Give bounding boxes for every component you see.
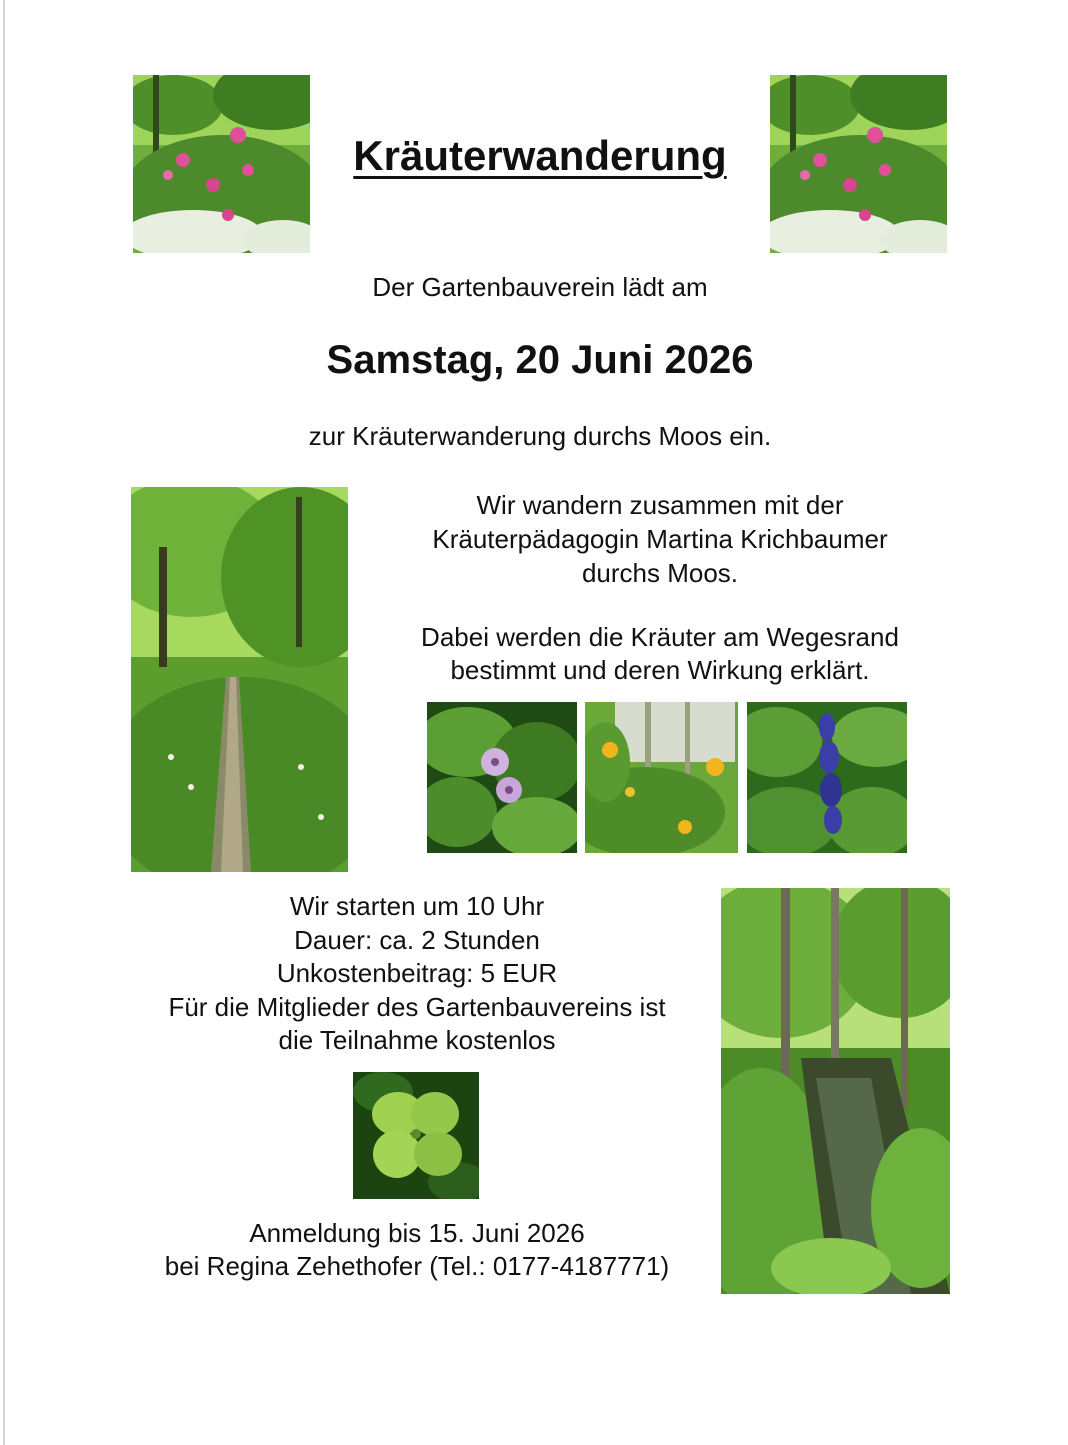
guide-line-1: Wir wandern zusammen mit der <box>476 490 844 520</box>
meadow-flowers-photo-right <box>770 75 947 253</box>
geranium-herb-photo <box>427 702 577 853</box>
duration: Dauer: ca. 2 Stunden <box>294 924 540 955</box>
stream-photo <box>721 888 950 1294</box>
celandine-herb-photo <box>585 702 738 853</box>
bugle-herb-photo <box>747 702 907 853</box>
herbs-line-1: Dabei werden die Kräuter am Wegesrand <box>421 622 899 652</box>
invite-line: zur Kräuterwanderung durchs Moos ein. <box>308 421 772 451</box>
herbs-paragraph <box>380 621 940 687</box>
herbs-line-2: bestimmt und deren Wirkung erklärt. <box>450 655 870 685</box>
guide-line-3: durchs Moos. <box>581 558 739 588</box>
forest-path-photo <box>131 487 348 872</box>
registration <box>120 1217 714 1283</box>
registration-deadline: Anmeldung bis 15. Juni 2026 <box>249 1218 585 1248</box>
page-edge-line <box>3 0 5 1445</box>
start-time: Wir starten um 10 Uhr <box>289 891 545 921</box>
event-details <box>120 890 714 1058</box>
four-leaf-clover-photo <box>353 1072 479 1199</box>
members-note-1: Für die Mitglieder des Gartenbauvereins ist <box>168 991 666 1022</box>
fee: Unkostenbeitrag: 5 EUR <box>276 958 558 988</box>
intro-line: Der Gartenbauverein lädt am <box>372 272 708 302</box>
meadow-flowers-photo-left <box>133 75 310 253</box>
flyer-title: Kräuterwanderung <box>353 132 727 179</box>
guide-paragraph <box>380 488 940 590</box>
guide-line-2: Kräuterpädagogin Martina Krichbaumer <box>432 524 888 554</box>
members-note-2: die Teilnahme kostenlos <box>278 1025 556 1055</box>
registration-contact: bei Regina Zehethofer (Tel.: 0177-4187771) <box>164 1251 670 1281</box>
event-date: Samstag, 20 Juni 2026 <box>326 338 754 382</box>
